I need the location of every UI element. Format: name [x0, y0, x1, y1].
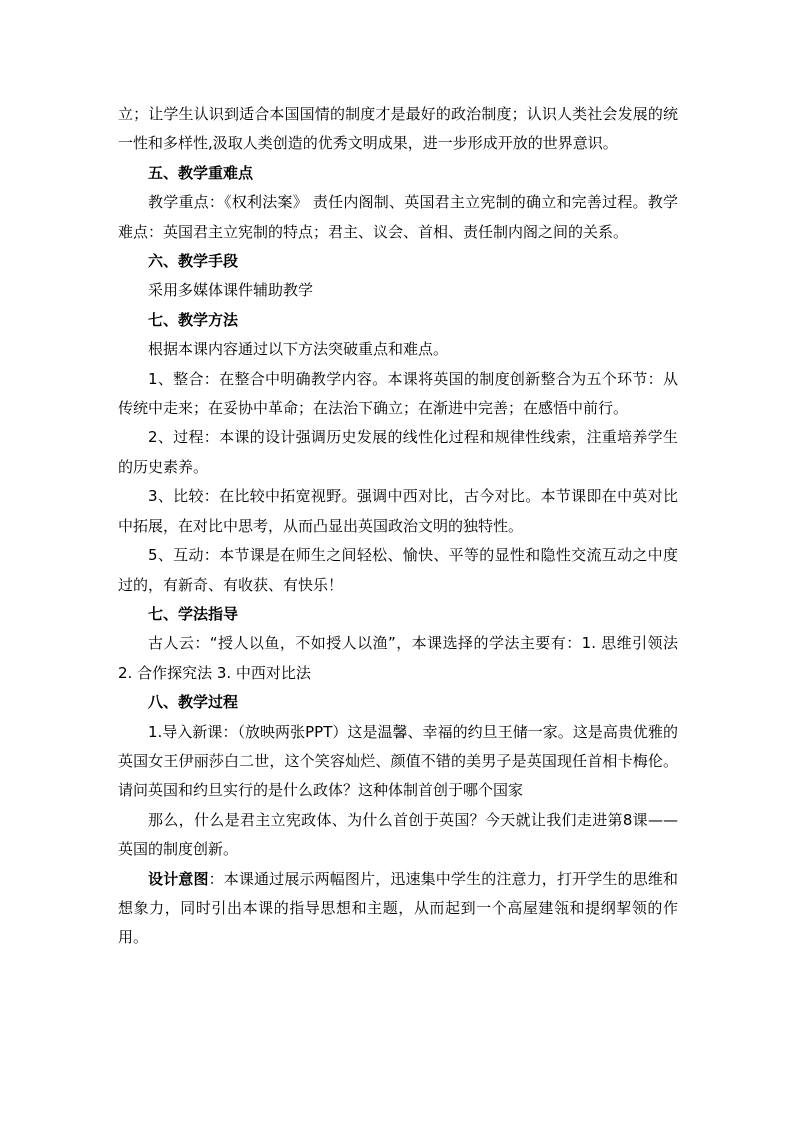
paragraph-method-integration: 1、整合：在整合中明确教学内容。本课将英国的制度创新整合为五个环节：从传统中走来；在妥协中革命；在法治下确立；在渐进中完善；在感悟中前行。	[118, 369, 678, 418]
paragraph-key-points: 教学重点：《权利法案》 责任内阁制、英国君主立宪制的确立和完善过程。教学难点：英国君主立宪制的特点；君主、议会、首相、责任制内阁之间的关系。	[118, 193, 678, 241]
paragraph-intro-continued: 立；让学生认识到适合本国国情的制度才是最好的政治制度；认识人类社会发展的统一性和多样性,汲取人类创造的优秀文明成果，进一步形成开放的世界意识。	[118, 105, 678, 153]
design-intent-label: 设计意图	[148, 869, 209, 888]
heading-teaching-methods: 七、教学方法	[148, 310, 239, 329]
paragraph-design-intent	[118, 865, 678, 953]
design-intent-text: ：本课通过展示两幅图片，迅速集中学生的注意力，打开学生的思维和想象力，同时引出本课的指导思想和主题，从而起到一个高屋建瓴和提纲挈领的作用。	[118, 869, 678, 947]
heading-teaching-means: 六、教学手段	[148, 252, 239, 271]
paragraph-method-interaction: 5、互动：本节课是在师生之间轻松、愉快、平等的显性和隐性交流互动之中度过的，有新奇、有收获、有快乐！	[118, 546, 678, 594]
heading-key-difficult-points: 五、教学重难点	[148, 163, 254, 182]
paragraph-method-process: 2、过程：本课的设计强调历史发展的线性化过程和规律性线索，注重培养学生的历史素养。	[118, 428, 678, 476]
paragraph-lesson-transition: 那么，什么是君主立宪政体、为什么首创于英国？今天就让我们走进第8课——英国的制度创新。	[118, 810, 678, 859]
heading-study-guidance: 七、学法指导	[148, 604, 239, 623]
heading-teaching-process: 八、教学过程	[148, 693, 239, 712]
paragraph-method-comparison: 3、比较：在比较中拓宽视野。强调中西对比，古今对比。本节课即在中英对比中拓展，在对比中思考，从而凸显出英国政治文明的独特性。	[118, 487, 678, 535]
paragraph-lesson-intro: 1.导入新课：（放映两张PPT）这是温馨、幸福的约旦王储一家。这是高贵优雅的英国女王伊丽莎白二世，这个笑容灿烂、颜值不错的美男子是英国现任首相卡梅伦。请问英国和约旦实行的是什么政体？这种体制首创于哪个国家	[118, 722, 678, 800]
document-page	[118, 100, 678, 953]
paragraph-study-guidance: 古人云：“授人以鱼，不如授人以渔”，本课选择的学法主要有：1. 思维引领法 2. 合作探究法 3. 中西对比法	[118, 634, 678, 682]
paragraph-methods-intro: 根据本课内容通过以下方法突破重点和难点。	[148, 340, 449, 359]
paragraph-teaching-means: 采用多媒体课件辅助教学	[148, 281, 314, 300]
